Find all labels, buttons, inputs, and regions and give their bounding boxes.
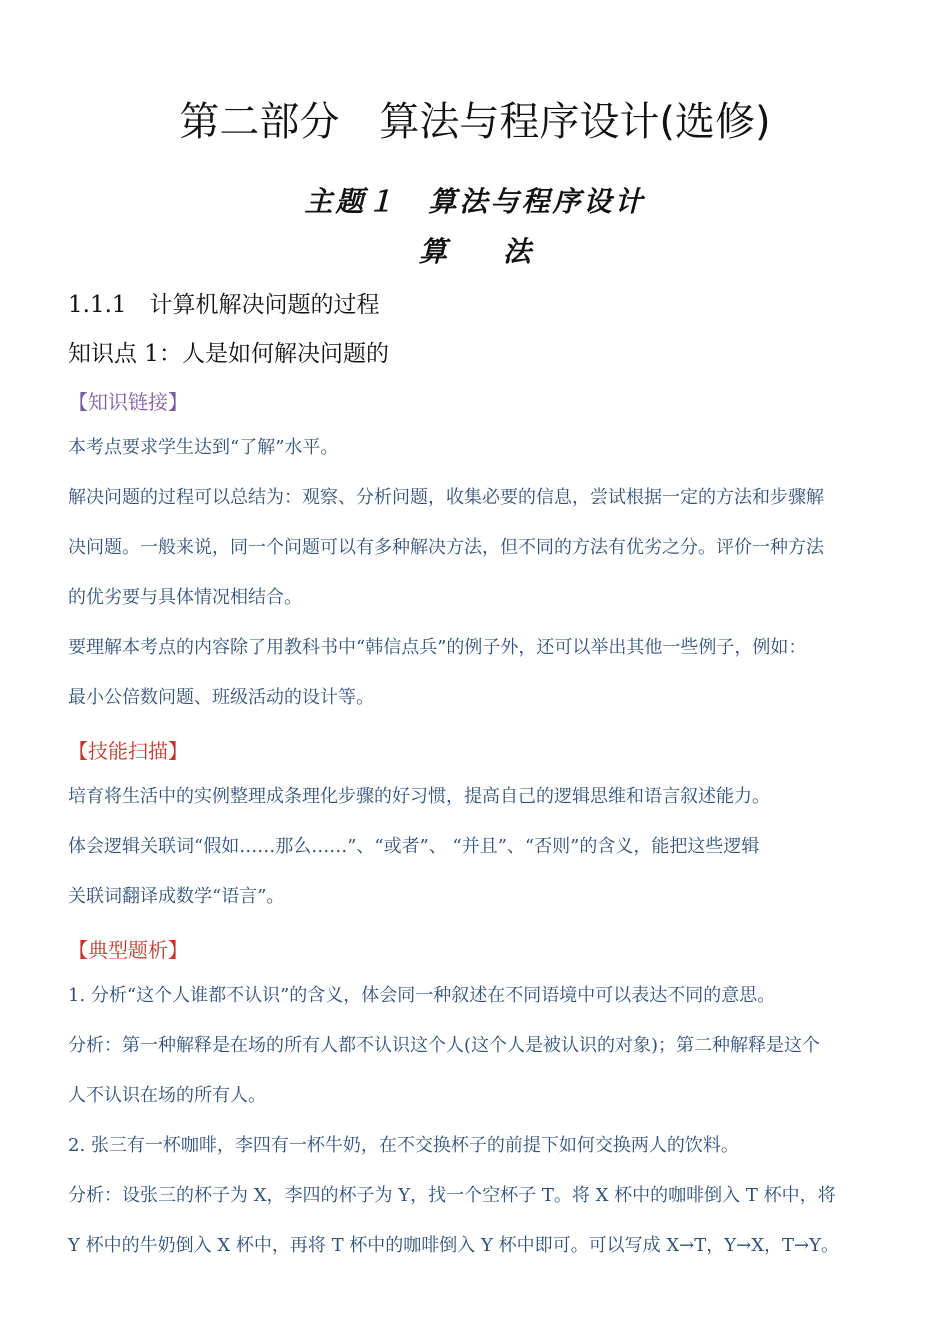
skill-scan-tag: 【技能扫描】	[68, 739, 188, 763]
paragraph: 分析：设张三的杯子为 X，李四的杯子为 Y，找一个空杯子 T。将 X 杯中的咖啡倒入 T 杯中，将	[68, 1185, 836, 1206]
paragraph: 体会逻辑关联词“假如……那么……”、“或者”、 “并且”、“否则”的含义，能把这些逻辑	[68, 836, 760, 857]
subsection-heading: 1.1.1 计算机解决问题的过程	[68, 292, 380, 318]
section-title: 算 法	[418, 235, 531, 268]
paragraph: 1. 分析“这个人谁都不认识”的含义，体会同一种叙述在不同语境中可以表达不同的意思。	[68, 985, 776, 1006]
part-title: 第二部分 算法与程序设计(选修)	[179, 99, 771, 145]
knowledge-point-heading: 知识点 1：人是如何解决问题的	[68, 341, 389, 367]
paragraph: 2. 张三有一杯咖啡，李四有一杯牛奶，在不交换杯子的前提下如何交换两人的饮料。	[68, 1135, 739, 1156]
paragraph: 要理解本考点的内容除了用教科书中“韩信点兵”的例子外，还可以举出其他一些例子，例如：	[68, 637, 807, 658]
knowledge-link-tag: 【知识链接】	[68, 390, 188, 414]
paragraph: 培育将生活中的实例整理成条理化步骤的好习惯，提高自己的逻辑思维和语言叙述能力。	[68, 786, 770, 807]
paragraph: 解决问题的过程可以总结为：观察、分析问题，收集必要的信息，尝试根据一定的方法和步骤解	[68, 487, 824, 508]
topic-title: 主题１ 算法与程序设计	[304, 185, 646, 218]
example-analysis-tag: 【典型题析】	[68, 938, 188, 962]
paragraph: 决问题。一般来说，同一个问题可以有多种解决方法，但不同的方法有优劣之分。评价一种方法	[68, 537, 824, 558]
paragraph: 关联词翻译成数学“语言”。	[68, 886, 285, 907]
paragraph: 分析：第一种解释是在场的所有人都不认识这个人(这个人是被认识的对象)；第二种解释是这个	[68, 1035, 821, 1056]
paragraph: 最小公倍数问题、班级活动的设计等。	[68, 687, 374, 708]
paragraph: 人不认识在场的所有人。	[68, 1085, 266, 1106]
paragraph: 的优劣要与具体情况相结合。	[68, 587, 302, 608]
paragraph: 本考点要求学生达到“了解”水平。	[68, 437, 339, 458]
paragraph: Y 杯中的牛奶倒入 X 杯中，再将 T 杯中的咖啡倒入 Y 杯中即可。可以写成 X→T，Y→X，T→Y。	[68, 1235, 840, 1256]
